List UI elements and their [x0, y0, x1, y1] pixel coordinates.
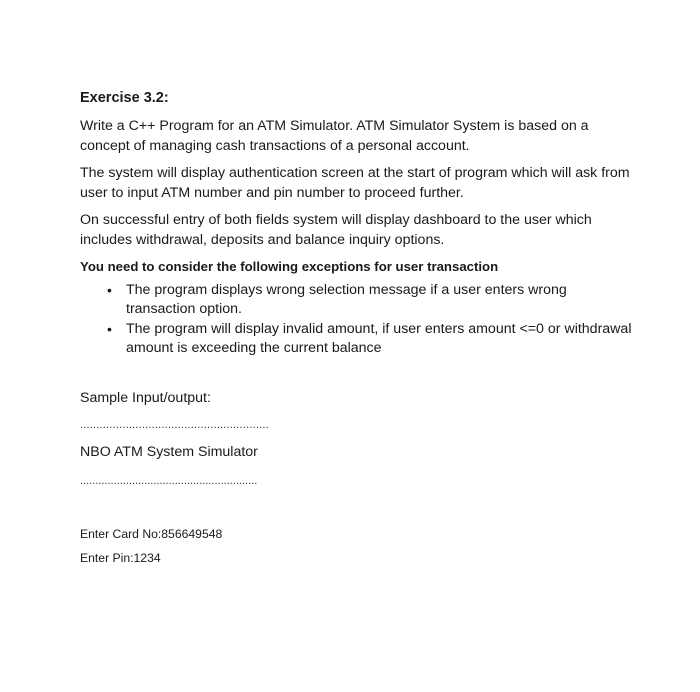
sample-io-label: Sample Input/output:	[80, 390, 211, 406]
intro-paragraph: Write a C++ Program for an ATM Simulator. ATM Simulator System is based on a concept of managing cash transactions of a personal account.	[80, 118, 589, 154]
authentication-paragraph: The system will display authentication screen at the start of program which will ask from user to input ATM number and pin number to proceed further.	[80, 165, 630, 201]
exceptions-heading: You need to consider the following exceptions for user transaction	[80, 259, 499, 274]
separator-line: ..........................................................	[80, 419, 269, 431]
dashboard-paragraph: On successful entry of both fields system will display dashboard to the user which includes withdrawal, deposits and balance inquiry options.	[80, 212, 592, 248]
list-item	[107, 281, 640, 319]
list-item-text: The program displays wrong selection message if a user enters wrong transaction option.	[126, 282, 567, 317]
exercise-heading: Exercise 3.2:	[80, 90, 169, 106]
simulator-title: NBO ATM System Simulator	[80, 444, 258, 460]
separator-line: ..........................................................	[80, 475, 258, 487]
list-item	[107, 320, 640, 358]
bullet-icon: •	[107, 321, 112, 337]
card-number-line: Enter Card No:856649548	[80, 527, 223, 541]
list-item-text: The program will display invalid amount, if user enters amount <=0 or withdrawal amount is exceeding the current balance	[126, 321, 632, 356]
pin-line: Enter Pin:1234	[80, 551, 161, 565]
document-page	[80, 88, 640, 567]
exceptions-list	[80, 281, 640, 358]
bullet-icon: •	[107, 282, 112, 298]
